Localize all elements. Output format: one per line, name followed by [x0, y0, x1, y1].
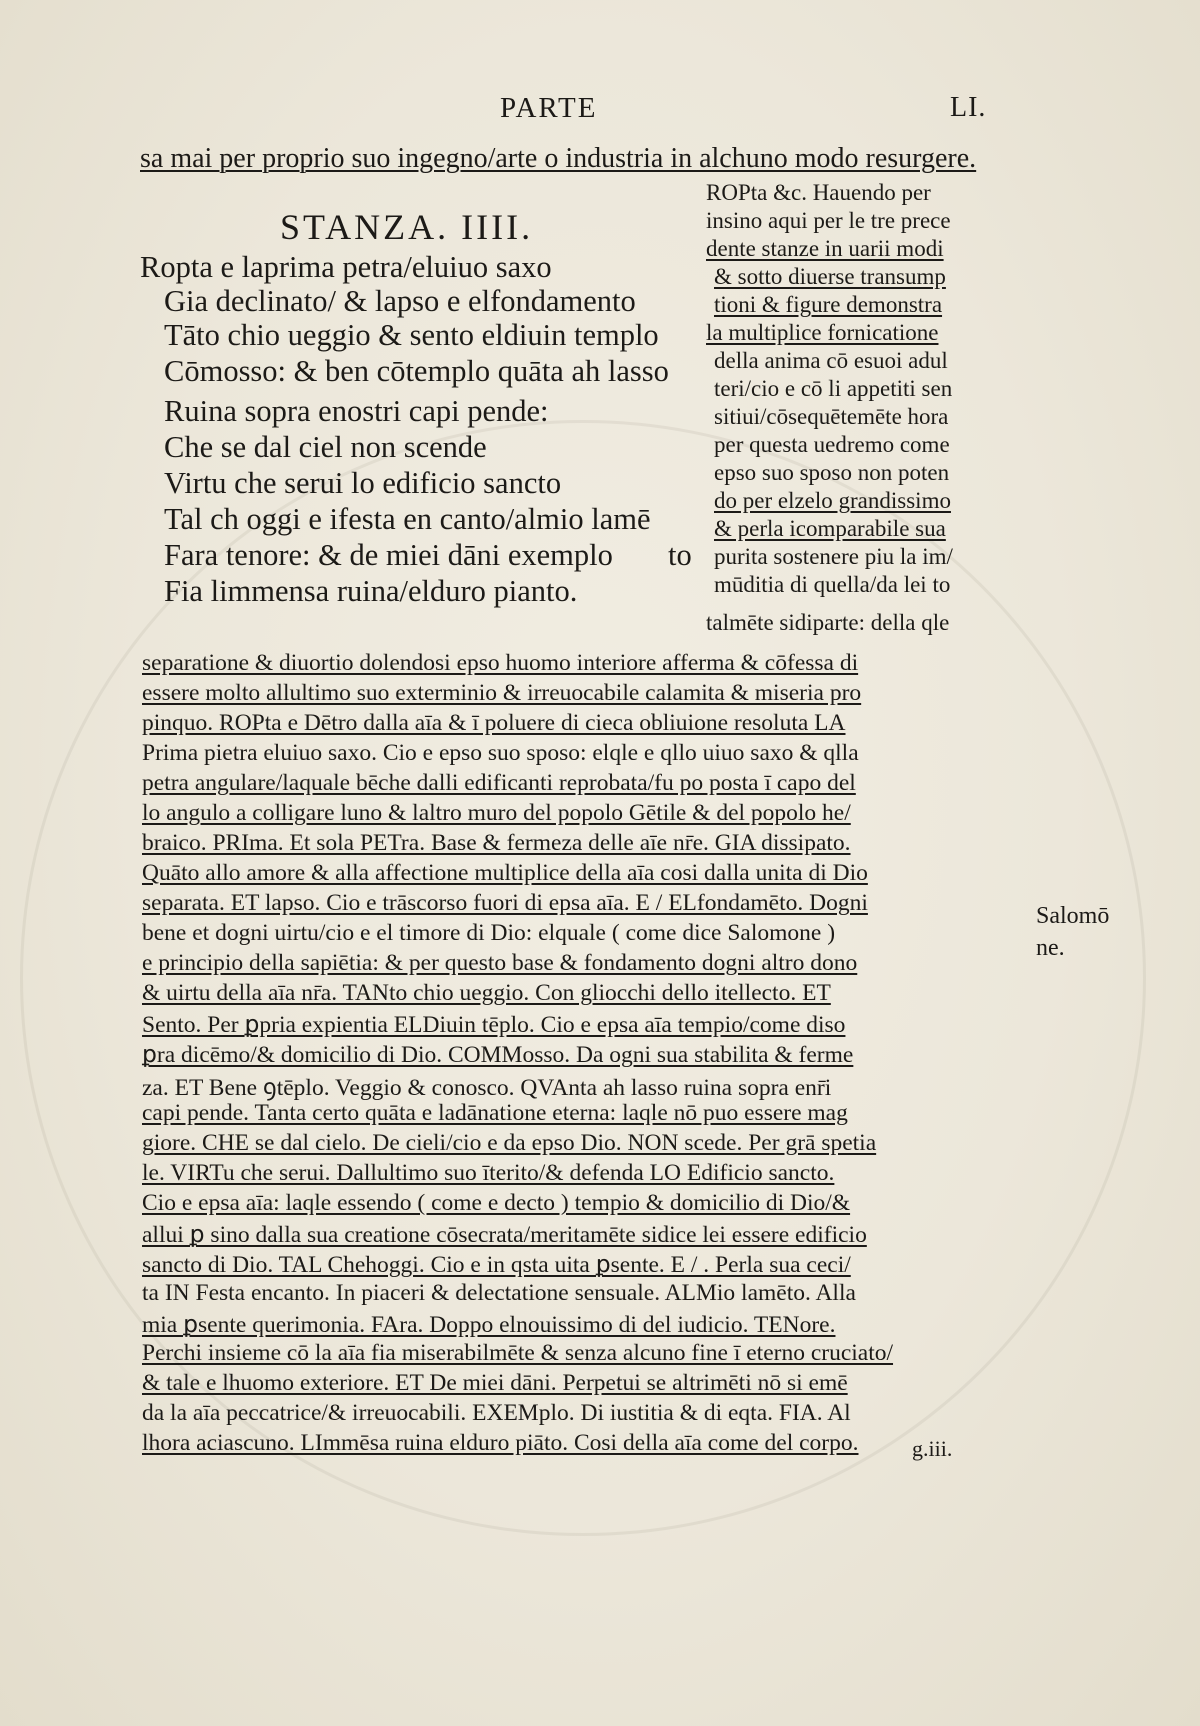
signature-mark: g.iii.	[912, 1436, 953, 1461]
verse-line: Che se dal ciel non scende	[164, 430, 487, 464]
body-line: Cio e epsa aīa: laqle essendo ( come e decto ) tempio & domicilio di Dio/&	[142, 1190, 851, 1216]
body-line: petra angulare/laquale bēche dalli edificanti reprobata/fu po posta ī capo del	[142, 770, 856, 796]
stanza-heading: STANZA. IIII.	[280, 207, 534, 247]
body-line: giore. CHE se dal cielo. De cieli/cio e da epso Dio. NON scede. Per grā spetia	[142, 1130, 877, 1156]
commentary-line: tioni & figure demonstra	[714, 292, 943, 317]
verse-line: Virtu che serui lo edificio sancto	[164, 466, 562, 500]
body-line: separatione & diuortio dolendosi epso huomo interiore afferma & cōfessa di	[142, 650, 859, 676]
margin-note-line: ne.	[1036, 935, 1065, 961]
commentary-line: & perla icomparabile sua	[714, 516, 946, 541]
body-line: sancto di Dio. TAL Chehoggi. Cio e in qsta uita ꝑsente. E / . Perla sua ceci/	[142, 1252, 851, 1278]
body-line: lo angulo a colligare luno & laltro muro del popolo Gētile & del popolo he/	[142, 800, 851, 826]
commentary-line: & sotto diuerse transump	[714, 264, 946, 289]
commentary-line: sitiui/cōsequētemēte hora	[714, 404, 949, 429]
folio-number: LI.	[950, 92, 987, 123]
verse-line: Tāto chio ueggio & sento eldiuin templo	[164, 318, 659, 352]
body-line: capi pende. Tanta certo quāta e ladānatione eterna: laqle nō puo essere mag	[142, 1100, 848, 1126]
body-line: ta IN Festa encanto. In piaceri & delectatione sensuale. ALMio lamēto. Alla	[142, 1280, 856, 1306]
body-line: Quāto allo amore & alla affectione multiplice della aīa cosi dalla unita di Dio	[142, 860, 868, 886]
commentary-line: talmēte sidiparte: della qle	[706, 610, 950, 635]
verse-line: Fia limmensa ruina/elduro pianto.	[164, 574, 578, 608]
commentary-line: epso suo sposo non poten	[714, 460, 950, 485]
body-line: pinquo. ROPta e Dētro dalla aīa & ī poluere di cieca obliuione resoluta LA	[142, 710, 846, 736]
verse-line: Fara tenore: & de miei dāni exemplo	[164, 538, 613, 572]
body-line: Perchi insieme cō la aīa fia miserabilmēte & senza alcuno fine ī eterno cruciato/	[142, 1340, 894, 1366]
commentary-line: dente stanze in uarii modi	[706, 236, 944, 261]
body-line: & tale e lhuomo exteriore. ET De miei dāni. Perpetui se altrimēti nō si emē	[142, 1370, 848, 1396]
commentary-line: insino aqui per le tre prece	[706, 208, 951, 233]
body-line: & uirtu della aīa nr̄a. TANto chio ueggio. Con gliocchi dello itellecto. ET	[142, 980, 831, 1006]
body-line: e principio della sapiētia: & per questo base & fondamento dogni altro dono	[142, 950, 858, 976]
verse-line: Gia declinato/ & lapso e elfondamento	[164, 284, 636, 318]
margin-note-line: Salomō	[1036, 903, 1110, 929]
margin-note	[1036, 900, 1109, 964]
verse-line: Ruina sopra enostri capi pende:	[164, 394, 549, 428]
body-line: ꝑra dicēmo/& domicilio di Dio. COMMosso. Da ogni sua stabilita & ferme	[142, 1042, 854, 1068]
body-line: essere molto allultimo suo exterminio & irreuocabile calamita & miseria pro	[142, 680, 862, 706]
commentary-line: purita sostenere piu la im/	[714, 544, 953, 569]
commentary-line: la multiplice fornicatione	[706, 320, 939, 345]
commentary-line: della anima cō esuoi adul	[714, 348, 948, 373]
verse-line: Cōmosso: & ben cōtemplo quāta ah lasso	[164, 354, 669, 388]
body-line: le. VIRTu che serui. Dallultimo suo īterito/& defenda LO Edificio sancto.	[142, 1160, 835, 1186]
body-line: mia ꝑsente querimonia. FAra. Doppo elnouissimo di del iudicio. TENore.	[142, 1312, 836, 1338]
commentary-line: per questa uedremo come	[714, 432, 950, 457]
body-line: da la aīa peccatrice/& irreuocabili. EXEMplo. Di iustitia & di eqta. FIA. Al	[142, 1400, 851, 1426]
body-line: allui ꝑ sino dalla sua creatione cōsecrata/meritamēte sidice lei essere edificio	[142, 1222, 867, 1248]
verse-line: Ropta e laprima petra/eluiuo saxo	[140, 250, 552, 284]
commentary-line: do per elzelo grandissimo	[714, 488, 951, 513]
commentary-line: mūditia di quella/da lei to	[714, 572, 951, 597]
body-line: za. ET Bene ꝯtēplo. Veggio & conosco. QVAnta ah lasso ruina sopra enr̄i	[142, 1075, 832, 1101]
body-line: bene et dogni uirtu/cio e el timore di Dio: elquale ( come dice Salomone )	[142, 920, 836, 946]
opening-line: sa mai per proprio suo ingegno/arte o industria in alchuno modo resurgere.	[140, 143, 977, 174]
body-line: separata. ET lapso. Cio e trāscorso fuori di epsa aīa. E / ELfondamēto. Dogni	[142, 890, 868, 916]
body-line: Prima pietra eluiuo saxo. Cio e epso suo sposo: elqle e qllo uiuo saxo & qlla	[142, 740, 859, 766]
commentary-line: teri/cio e cō li appetiti sen	[714, 376, 953, 401]
body-line: Sento. Per ꝑpria expientia ELDiuin tēplo. Cio e epsa aīa tempio/come diso	[142, 1012, 846, 1038]
verse-line: Tal ch oggi e ifesta en canto/almio lamē	[164, 502, 651, 536]
body-line: braico. PRIma. Et sola PETra. Base & fermeza delle aīe nr̄e. GIA dissipato.	[142, 830, 851, 856]
running-head: PARTE	[500, 92, 598, 124]
body-line: lhora aciascuno. LImmēsa ruina elduro piāto. Cosi della aīa come del corpo.	[142, 1430, 859, 1456]
commentary-line: ROPta &c. Hauendo per	[706, 180, 931, 205]
verse-turnover: to	[668, 538, 692, 572]
